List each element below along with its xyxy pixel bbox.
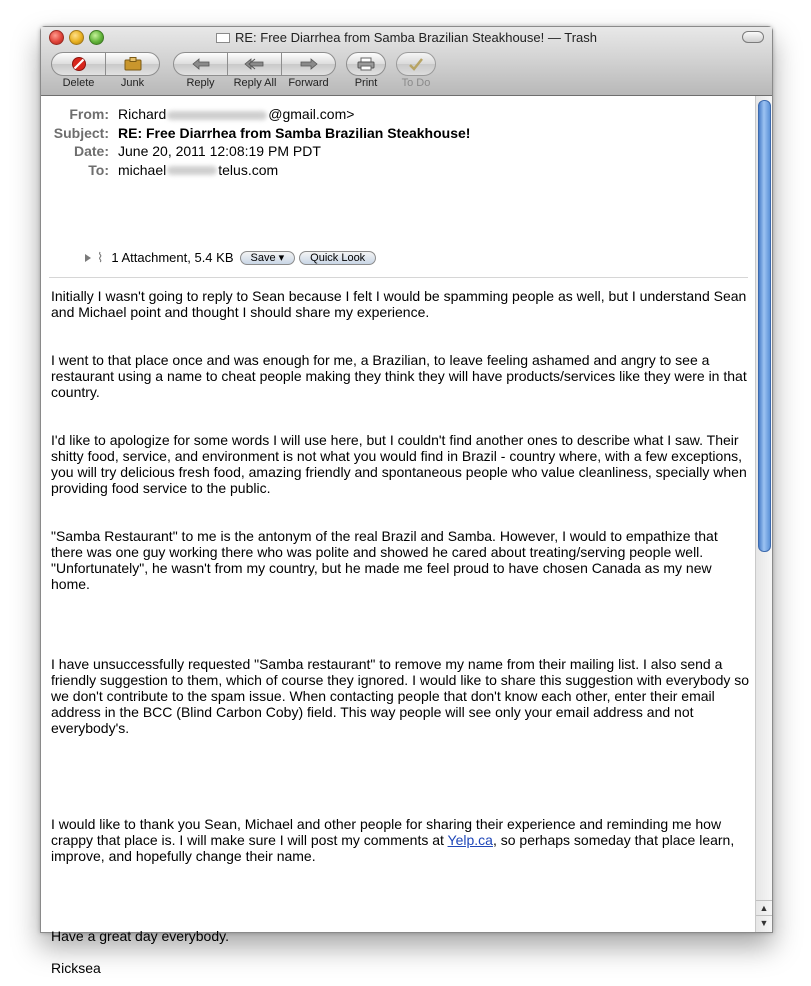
todo-label: To Do xyxy=(401,77,431,89)
save-attachment-button[interactable]: Save ▾ xyxy=(240,251,296,265)
closing-line: Have a great day everybody. xyxy=(51,928,229,944)
body-paragraph: I have unsuccessfully requested "Samba restaurant" to remove my name from their mailing list. I also send a friendly suggestion to them, which of course they ignored. I would like to share this suggestion with everybody so we don't contribute to the spam issue. When contacting people that don't know each other, enter their email address in the BCC (Blind Carbon Coby) field. This way people will see only your email address and not everybody's. xyxy=(51,656,750,736)
quick-look-button[interactable]: Quick Look xyxy=(299,251,376,265)
print-label: Print xyxy=(354,77,378,89)
title-toolbar xyxy=(41,27,772,96)
vertical-scrollbar[interactable] xyxy=(755,96,772,932)
date-value: June 20, 2011 12:08:19 PM PDT xyxy=(118,143,321,159)
subject-label: Subject: xyxy=(53,124,109,141)
body-paragraph: Initially I wasn't going to reply to Sean because I felt I would be spamming people as well, but I understand Sean and Michael point and thought I should share my experience. xyxy=(51,288,747,320)
subject-value: RE: Free Diarrhea from Samba Brazilian Steakhouse! xyxy=(118,124,471,141)
yelp-link[interactable]: Yelp.ca xyxy=(447,832,493,848)
junk-button[interactable] xyxy=(105,52,160,76)
scroll-up-arrow-icon[interactable]: ▲ xyxy=(756,900,772,916)
disclosure-triangle-icon[interactable] xyxy=(85,254,91,262)
p6-text-after: , so perhaps someday that place learn, improve, and hopefully change their name. xyxy=(51,832,735,864)
checkmark-icon xyxy=(408,57,424,71)
print-button[interactable] xyxy=(346,52,386,76)
window-title: RE: Free Diarrhea from Samba Brazilian Steakhouse! — Trash xyxy=(235,30,597,45)
forward-arrow-icon xyxy=(299,58,319,70)
body-paragraph xyxy=(51,816,751,864)
attachment-summary: 1 Attachment, 5.4 KB xyxy=(111,250,234,265)
junk-label: Junk xyxy=(120,77,145,89)
message-pane xyxy=(41,96,755,976)
reply-all-arrow-icon xyxy=(243,58,267,70)
redacted-block xyxy=(167,111,267,120)
reply-all-button[interactable] xyxy=(227,52,282,76)
from-name: Richard xyxy=(118,106,167,122)
header-labels xyxy=(41,105,109,179)
forward-button[interactable] xyxy=(281,52,336,76)
from-value[interactable] xyxy=(118,105,470,124)
reply-arrow-icon xyxy=(191,58,211,70)
delete-icon xyxy=(71,56,87,72)
to-domain: telus.com xyxy=(218,161,279,178)
mail-window xyxy=(40,26,773,976)
p6-text: I would like to thank you Sean, Michael and other people for sharing their experience and reminding me how crappy that place is. I will make sure I will post my comments at xyxy=(51,816,722,848)
to-value[interactable] xyxy=(118,161,470,180)
body-paragraph: I'd like to apologize for some words I will use here, but I couldn't find another ones to describe what I saw. Their shitty food, service, and environment is not what you would find in Brazil - country where, with a few exceptions, you will try delicious fresh food, amazing friendly and spontaneous people who value cleanliness, specially when providing food service to the public. xyxy=(51,432,747,496)
window-title-wrap xyxy=(41,29,772,46)
reply-label: Reply xyxy=(186,77,215,89)
attachment-row xyxy=(85,249,376,267)
scrollbar-thumb[interactable] xyxy=(758,100,771,552)
todo-button[interactable] xyxy=(396,52,436,76)
delete-button[interactable] xyxy=(51,52,106,76)
from-label: From: xyxy=(69,106,109,122)
delete-label: Delete xyxy=(62,77,95,89)
header-divider xyxy=(49,277,748,278)
forward-label: Forward xyxy=(288,77,329,89)
to-label: To: xyxy=(88,161,109,178)
body-paragraph: I went to that place once and was enough for me, a Brazilian, to leave feeling ashamed and angry to see a restaurant using a name to cheat people making they think they will have products/services like they were in that country. xyxy=(51,352,747,400)
header-values xyxy=(118,105,470,179)
signature: Ricksea xyxy=(51,960,101,976)
scroll-down-arrow-icon[interactable]: ▼ xyxy=(756,915,772,931)
printer-icon xyxy=(357,57,375,71)
body-paragraph: "Samba Restaurant" to me is the antonym of the real Brazil and Samba. However, I would to empathize that there was one guy working there who was polite and showed he cared about treating/serving people well. "Unfortunately", he wasn't from my country, but he made me feel proud to have chosen Canada as my new home. xyxy=(51,528,718,592)
to-name: michael xyxy=(118,161,167,178)
paperclip-icon: ⌇ xyxy=(97,250,104,265)
from-domain: @gmail.com> xyxy=(268,106,355,122)
reply-button[interactable] xyxy=(173,52,228,76)
redacted-block xyxy=(167,166,217,175)
date-label: Date: xyxy=(73,143,109,159)
envelope-icon xyxy=(216,33,230,43)
message-body xyxy=(51,288,751,976)
junk-icon xyxy=(124,57,142,71)
reply-all-label: Reply All xyxy=(233,77,277,89)
